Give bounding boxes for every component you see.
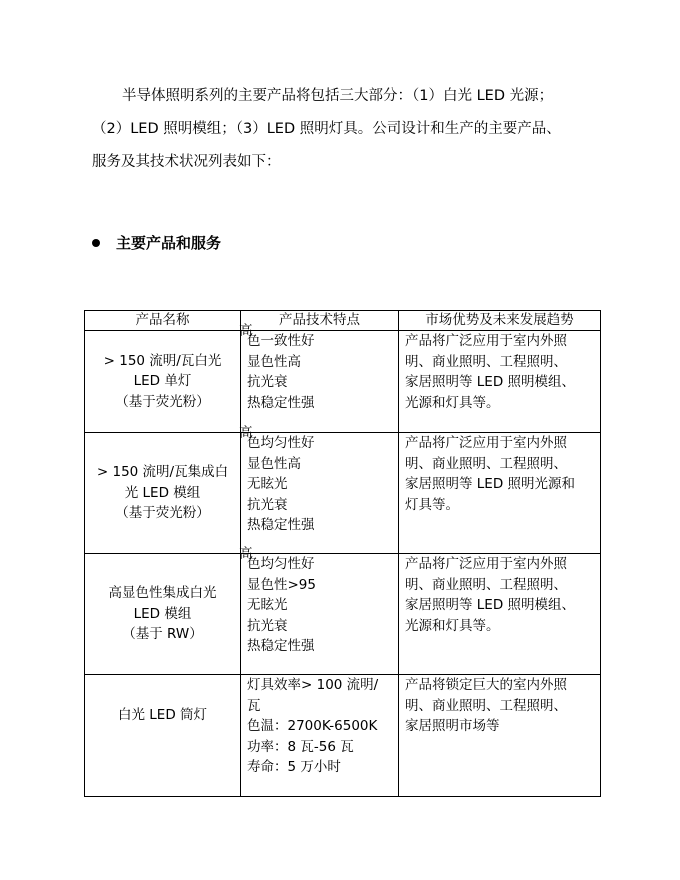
bullet-icon — [92, 239, 100, 247]
intro-paragraph — [92, 80, 592, 179]
market-cell: 产品将广泛应用于室内外照 明、商业照明、工程照明、 家居照明等 LED 照明模组、 光源和灯具等。 — [399, 331, 601, 433]
section-heading — [92, 232, 221, 253]
features-cell: 高 色一致性好 显色性高 抗光衰 热稳定性强 — [241, 331, 399, 433]
features-cell: 灯具效率> 100 流明/ 瓦 色温：2700K-6500K 功率：8 瓦-56 瓦 寿命：5 万小时 — [241, 675, 399, 797]
table-row — [85, 675, 601, 797]
section-title: 主要产品和服务 — [116, 234, 222, 252]
market-cell: 产品将广泛应用于室内外照 明、商业照明、工程照明、 家居照明等 LED 照明光源和 灯具等。 — [399, 433, 601, 554]
product-name-cell: > 150 流明/瓦集成白 光 LED 模组 （基于荧光粉） — [85, 433, 241, 554]
product-name-cell: 高显色性集成白光 LED 模组 （基于 RW） — [85, 554, 241, 675]
market-cell: 产品将锁定巨大的室内外照 明、商业照明、工程照明、 家居照明市场等 — [399, 675, 601, 797]
intro-line-2: （2）LED 照明模组；（3）LED 照明灯具。公司设计和生产的主要产品、 — [92, 121, 561, 137]
intro-line-3: 服务及其技术状况列表如下： — [92, 154, 281, 170]
intro-line-1: 半导体照明系列的主要产品将包括三大部分：（1）白光 LED 光源； — [122, 88, 554, 104]
features-cell: 高 色均匀性好 显色性>95 无眩光 抗光衰 热稳定性强 — [241, 554, 399, 675]
table-row — [85, 331, 601, 433]
table-header-row — [85, 311, 601, 331]
header-tech-features: 产品技术特点 — [241, 311, 399, 331]
header-market-trend: 市场优势及未来发展趋势 — [399, 311, 601, 331]
header-product-name: 产品名称 — [85, 311, 241, 331]
table-row — [85, 433, 601, 554]
market-cell: 产品将广泛应用于室内外照 明、商业照明、工程照明、 家居照明等 LED 照明模组、 光源和灯具等。 — [399, 554, 601, 675]
table-row — [85, 554, 601, 675]
product-table — [84, 310, 601, 797]
features-cell: 高 色均匀性好 显色性高 无眩光 抗光衰 热稳定性强 — [241, 433, 399, 554]
product-name-cell: 白光 LED 筒灯 — [85, 675, 241, 797]
product-name-cell: > 150 流明/瓦白光 LED 单灯 （基于荧光粉） — [85, 331, 241, 433]
